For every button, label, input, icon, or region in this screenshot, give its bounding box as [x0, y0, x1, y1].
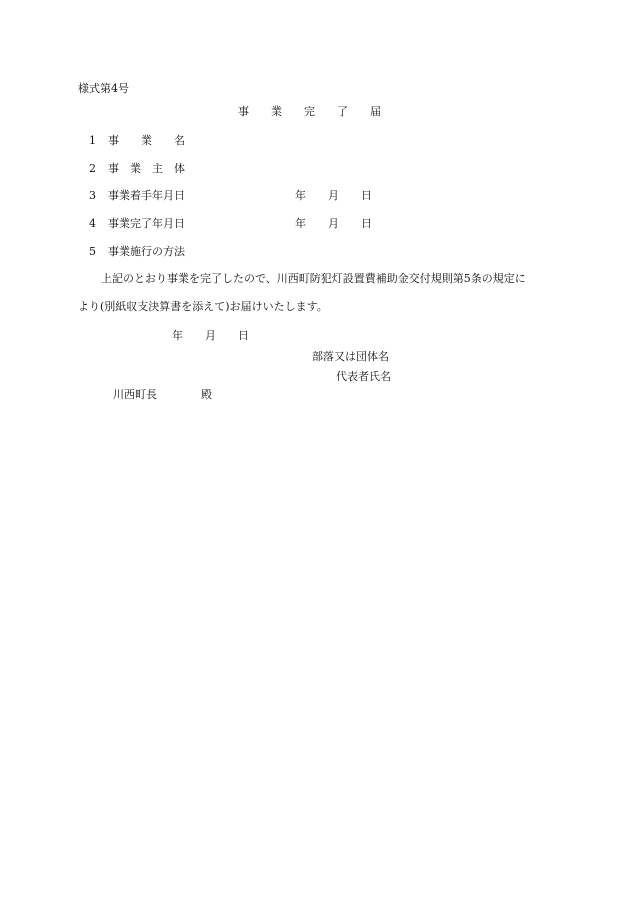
item-label-start-date: 事業着手年月日 — [108, 189, 185, 202]
form-number: 様式第4号 — [78, 82, 129, 95]
item-label-project-name: 事 業 名 — [108, 134, 185, 147]
addressee: 川西町長 殿 — [113, 388, 212, 401]
item-label-execution-method: 事業施行の方法 — [108, 245, 185, 258]
item-label-completion-date: 事業完了年月日 — [108, 217, 185, 230]
document-title: 事 業 完 了 届 — [238, 105, 381, 118]
completion-date-field: 年 月 日 — [295, 217, 372, 230]
item-number: 3 — [89, 189, 96, 202]
start-date-field: 年 月 日 — [295, 189, 372, 202]
representative-name-label: 代表者氏名 — [336, 370, 391, 383]
body-text-line-1: 上記のとおり事業を完了したので、川西町防犯灯設置費補助金交付規則第5条の規定に — [101, 272, 526, 285]
item-number: 4 — [89, 217, 96, 230]
organization-name-label: 部落又は団体名 — [312, 350, 389, 363]
item-number: 2 — [89, 162, 96, 175]
item-label-project-entity: 事 業 主 体 — [108, 162, 185, 175]
item-number: 1 — [89, 134, 96, 147]
item-number: 5 — [89, 245, 96, 258]
body-text-line-2: より(別紙収支決算書を添えて)お届けいたします。 — [78, 300, 328, 313]
submission-date: 年 月 日 — [172, 329, 249, 342]
